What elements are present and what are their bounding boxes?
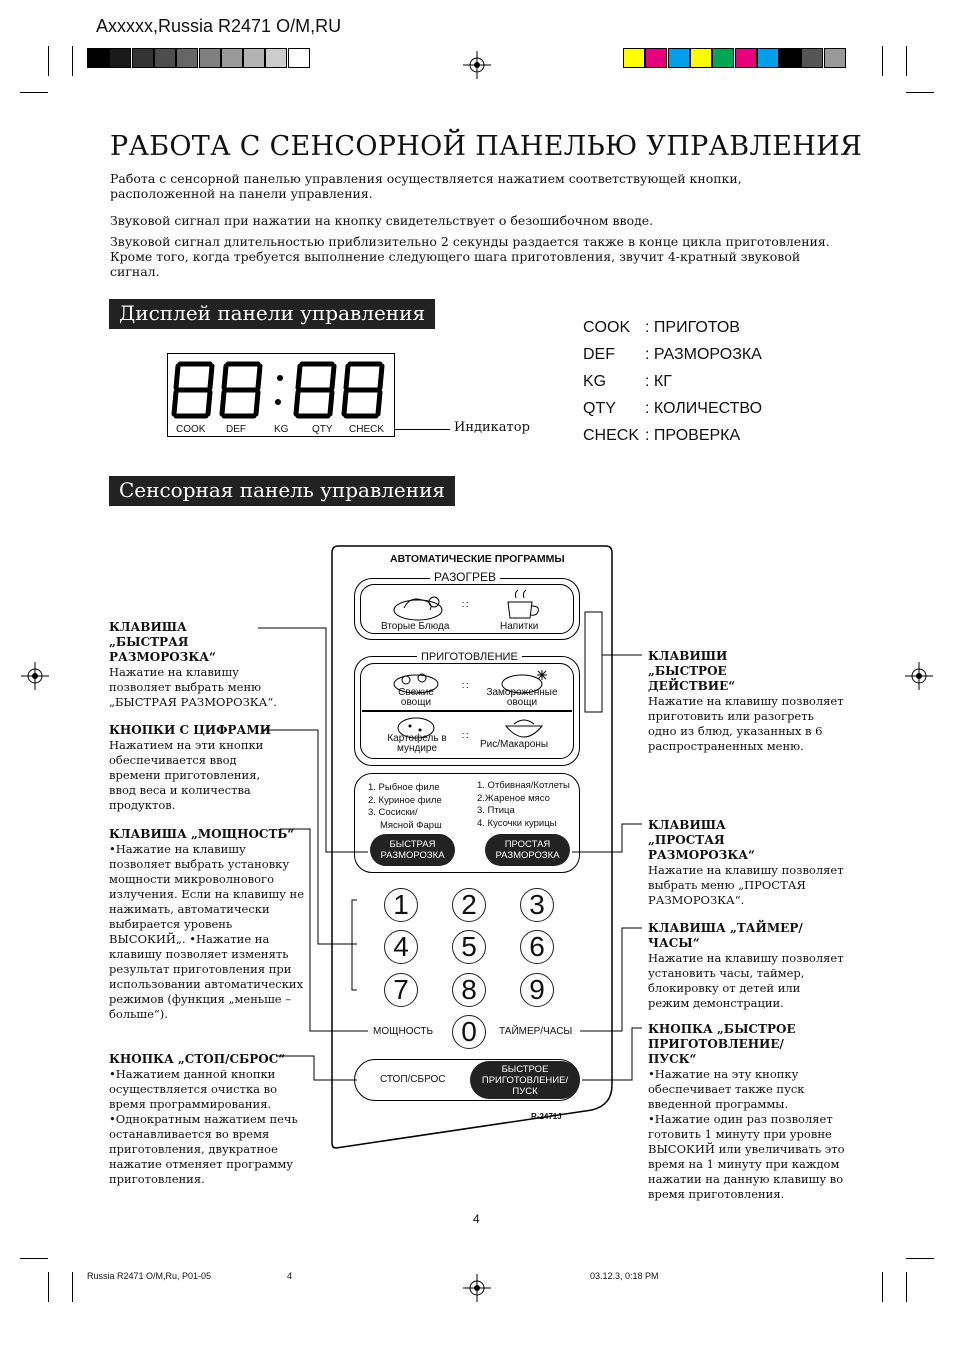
legend-value: : ПРИГОТОВ — [645, 319, 740, 336]
drink-cup-icon — [500, 588, 544, 624]
note-body: •Нажатие на клавишу позволяет выбрать установку мощности микроволнового излучения. Если на клавишу не нажимать, автоматически выбирается уровень ВЫСОКИЙ„. •Нажатие на клавишу позволяет изменять результат приготовления при использовании автоматических режимов (функция „меньше – больше“). — [109, 842, 305, 1021]
dots-icon: ∷ — [462, 600, 470, 611]
intro-paragraph-1: Работа с сенсорной панелью управления осуществляется нажатием соответствующей кнопки, расположенной на панели управления. — [110, 171, 742, 201]
legend-key: DEF — [583, 346, 615, 363]
legend-value: : ПРОВЕРКА — [645, 427, 741, 444]
defrost-menu-left — [368, 782, 442, 832]
legend-key: CHECK — [583, 427, 640, 444]
crop-mark — [72, 1272, 73, 1302]
quick-defrost-button[interactable]: БЫСТРАЯ РАЗМОРОЗКА — [370, 834, 455, 866]
note-body: Нажатие на клавишу позволяет выбрать меню „БЫСТРАЯ РАЗМОРОЗКА“. — [109, 665, 277, 709]
legend-row — [583, 400, 762, 427]
page-title: РАБОТА С СЕНСОРНОЙ ПАНЕЛЬЮ УПРАВЛЕНИЯ — [110, 131, 863, 162]
note-stop — [109, 1052, 299, 1187]
menu-item: 1. Рыбное филе — [368, 782, 440, 793]
display-panel — [167, 353, 395, 437]
registration-mark-icon — [463, 1274, 491, 1302]
digit-7-button[interactable]: 7 — [384, 973, 418, 1007]
crop-mark — [906, 46, 907, 76]
note-body: •Нажатие на эту кнопку обеспечивает также пуск введенной программы. •Нажатие один раз позволяет готовить 1 минуту при уровне ВЫСОКИЙ или увеличивать это время на 1 минуту при каждом нажатии на данную клавишу во время приготовления. — [648, 1067, 845, 1201]
indicator-cook: COOK — [176, 424, 206, 435]
digit-9-button[interactable]: 9 — [520, 973, 554, 1007]
note-easy-defrost — [648, 818, 844, 908]
indicator-def: DEF — [226, 424, 246, 435]
indicator-legend — [583, 319, 762, 454]
note-quick-defrost — [109, 620, 304, 710]
display-section-heading: Дисплей панели управления — [109, 299, 435, 329]
menu-item: 4. Кусочки курицы — [477, 817, 557, 829]
legend-row — [583, 373, 762, 400]
power-button[interactable]: МОЩНОСТЬ — [373, 1026, 434, 1037]
digit-1-button[interactable]: 1 — [384, 888, 418, 922]
gray-swatch — [199, 48, 221, 68]
stop-reset-button[interactable]: СТОП/СБРОС — [380, 1074, 446, 1085]
indicator-qty: QTY — [312, 424, 333, 435]
crop-mark — [906, 92, 934, 93]
reheat-item-main-dishes[interactable]: Вторые Блюда — [381, 621, 450, 632]
note-title: КНОПКА „СТОП/СБРОС“ — [109, 1052, 286, 1066]
gray-swatch — [243, 48, 265, 68]
note-title: КЛАВИША „ПРОСТАЯ РАЗМОРОЗКА“ — [648, 818, 755, 862]
menu-item: 1. Отбивная/Котлеты — [477, 780, 570, 791]
reheat-item-drinks[interactable]: Напитки — [500, 621, 539, 632]
registration-mark-icon — [21, 662, 49, 690]
indicator-check: CHECK — [349, 424, 385, 435]
digit-3-button[interactable]: 3 — [520, 888, 554, 922]
menu-item: Мясной Фарш — [380, 819, 442, 831]
dots-icon: ∷ — [462, 731, 469, 742]
note-body: Нажатие на клавишу позволяет приготовить или разогреть одно из блюд, указанных в 6 распространенных меню. — [648, 694, 844, 753]
note-quick-action — [648, 649, 844, 754]
document-id: Axxxxx,Russia R2471 O/M,RU — [96, 16, 342, 36]
crop-mark — [72, 46, 73, 76]
gray-swatch — [288, 48, 310, 68]
process-swatch — [757, 48, 779, 68]
cook-item-jacket-potato[interactable]: Картофель в мундире — [387, 733, 447, 754]
intro-paragraph-2: Звуковой сигнал при нажатии на кнопку свидетельствует о безошибочном вводе. — [110, 213, 654, 228]
legend-value: : РАЗМОРОЗКА — [645, 346, 762, 363]
legend-key: QTY — [583, 400, 616, 417]
process-swatch — [668, 48, 690, 68]
process-swatch — [801, 48, 823, 68]
footer-right: 03.12.3, 0:18 PM — [590, 1271, 659, 1281]
menu-item: 3. Сосиски/ — [368, 807, 418, 818]
note-timer — [648, 921, 844, 1011]
cook-item-rice-pasta[interactable]: Рис/Макароны — [480, 739, 549, 750]
cook-item-frozen-vegetables[interactable]: Замороженные овощи — [486, 687, 558, 708]
crop-mark — [906, 1258, 934, 1259]
auto-programs-title: АВТОМАТИЧЕСКИЕ ПРОГРАММЫ — [390, 553, 565, 565]
quick-start-button[interactable]: БЫСТРОЕ ПРИГОТОВЛЕНИЕ/ ПУСК — [470, 1061, 580, 1099]
cook-divider — [362, 710, 572, 712]
indicator-leader-line — [395, 429, 450, 430]
process-swatch — [779, 48, 801, 68]
digit-8-button[interactable]: 8 — [452, 973, 486, 1007]
crop-mark — [20, 92, 48, 93]
note-body: •Нажатием данной кнопки осуществляется очистка во время программирования. •Однократным нажатием печь останавливается во время приготовления, двукратное нажатие отменяет программу приготовления. — [109, 1067, 298, 1186]
gray-swatch — [176, 48, 198, 68]
digit-0-button[interactable]: 0 — [452, 1015, 486, 1049]
seven-segment-digits-icon — [168, 356, 394, 422]
gray-swatch — [109, 48, 131, 68]
legend-value: : КГ — [645, 373, 672, 390]
digit-4-button[interactable]: 4 — [384, 930, 418, 964]
timer-clock-button[interactable]: ТАЙМЕР/ЧАСЫ — [499, 1026, 573, 1037]
legend-key: KG — [583, 373, 607, 390]
crop-mark — [906, 1272, 907, 1302]
footer-left: Russia R2471 O/M,Ru, P01-05 — [87, 1271, 212, 1281]
legend-key: COOK — [583, 319, 631, 336]
legend-row — [583, 319, 762, 346]
dots-icon: ∷ — [462, 681, 469, 692]
note-body: Нажатие на клавишу позволяет выбрать меню „ПРОСТАЯ РАЗМОРОЗКА“. — [648, 863, 844, 907]
note-number-keys — [109, 723, 289, 813]
crop-mark — [48, 46, 49, 76]
indicator-label: Индикатор — [454, 420, 530, 435]
registration-mark-icon — [905, 662, 933, 690]
footer-mid: 4 — [287, 1271, 293, 1281]
menu-item: 2. Куриное филе — [368, 794, 442, 806]
note-title: КНОПКИ С ЦИФРАМИ — [109, 723, 271, 737]
crop-mark — [882, 1272, 883, 1302]
note-power — [109, 827, 305, 1022]
legend-value: : КОЛИЧЕСТВО — [645, 400, 763, 417]
note-body: Нажатие на клавишу позволяет установить часы, таймер, блокировку от детей или режим демонстрации. — [648, 951, 844, 1010]
note-title: КНОПКА „БЫСТРОЕ ПРИГОТОВЛЕНИЕ/ПУСК“ — [648, 1022, 796, 1066]
legend-row — [583, 346, 762, 373]
digit-5-button[interactable]: 5 — [452, 930, 486, 964]
note-title: КЛАВИША „ТАЙМЕР/ЧАСЫ“ — [648, 921, 803, 950]
legend-row — [583, 427, 762, 454]
note-title: КЛАВИШИ „БЫСТРОЕ ДЕЙСТВИЕ“ — [648, 649, 736, 693]
reheat-label: РАЗОГРЕВ — [430, 570, 500, 584]
page-number: 4 — [473, 1212, 480, 1226]
gray-swatch — [265, 48, 287, 68]
note-quick-start — [648, 1022, 846, 1202]
note-body: Нажатием на эти кнопки обеспечивается ввод времени приготовления, ввод веса и количества продуктов. — [109, 738, 264, 812]
menu-item: 2.Жареное мясо — [477, 792, 550, 804]
note-title: КЛАВИША „БЫСТРАЯ РАЗМОРОЗКА“ — [109, 620, 216, 664]
process-swatch — [645, 48, 667, 68]
crop-mark — [882, 46, 883, 76]
gray-swatch — [221, 48, 243, 68]
crop-mark — [48, 1272, 49, 1302]
cook-label: ПРИГОТОВЛЕНИЕ — [417, 651, 522, 663]
process-swatch — [735, 48, 757, 68]
gray-swatch — [154, 48, 176, 68]
menu-item: 3. Птица — [477, 805, 515, 816]
panel-section-heading: Сенсорная панель управления — [109, 476, 455, 506]
digit-6-button[interactable]: 6 — [520, 930, 554, 964]
process-swatch — [690, 48, 712, 68]
gray-swatch — [87, 48, 109, 68]
process-swatch — [824, 48, 846, 68]
process-swatch — [623, 48, 645, 68]
crop-mark — [20, 1258, 48, 1259]
intro-paragraph-3: Звуковой сигнал длительностью приблизительно 2 секунды раздается также в конце цикла приготовления. Кроме того, когда требуется выполнение следующего шага приготовления, звучит 4-кратный звуковой сигнал. — [110, 234, 830, 279]
cook-item-fresh-vegetables[interactable]: Свежие овощи — [398, 687, 434, 708]
digit-2-button[interactable]: 2 — [452, 888, 486, 922]
easy-defrost-button[interactable]: ПРОСТАЯ РАЗМОРОЗКА — [485, 834, 570, 866]
registration-mark-icon — [463, 51, 491, 79]
process-swatch — [712, 48, 734, 68]
indicator-kg: KG — [274, 424, 289, 435]
dish-icon — [390, 590, 450, 624]
defrost-menu-right — [477, 780, 570, 830]
note-title: КЛАВИША „МОЩНОСТЬ“ — [109, 827, 295, 841]
model-label: R-2471J — [531, 1112, 562, 1121]
gray-swatch — [132, 48, 154, 68]
